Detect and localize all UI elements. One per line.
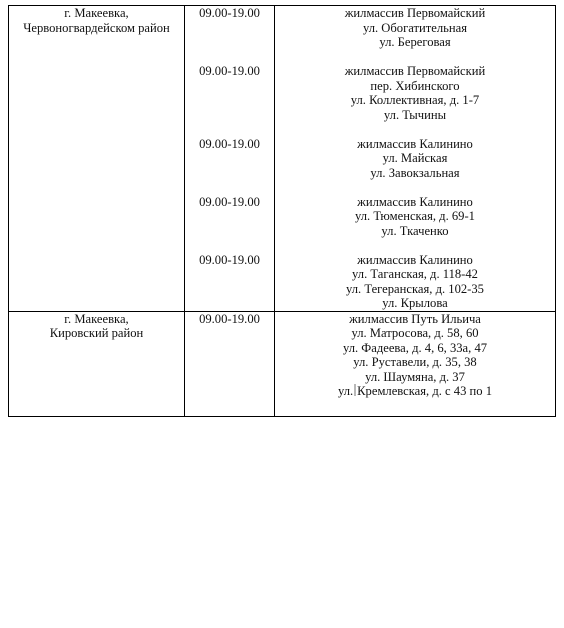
address-line: жилмассив Первомайский (344, 64, 486, 78)
address-line: ул. Таганская, д. 118-42 (352, 267, 478, 281)
area-district: Кировский район (49, 326, 144, 340)
time-group (187, 195, 272, 253)
address-line: ул. Береговая (379, 35, 451, 49)
time-cell (185, 6, 275, 312)
time-group (187, 64, 272, 137)
text-cursor-mark (354, 384, 356, 396)
address-line: жилмассив Калинино (357, 136, 473, 151)
address-line: ул. Шаумяна, д. 37 (365, 369, 465, 384)
time-group (187, 6, 272, 64)
address-line: жилмассив Калинино (357, 252, 473, 267)
address-line: жилмассив Калинино (357, 194, 473, 209)
table-row (9, 6, 556, 312)
area-cell (9, 6, 185, 312)
address-cell (275, 311, 556, 416)
address-rest: Кремлевская, д. с 43 по 1 (357, 384, 493, 398)
address-line: жилмассив Путь Ильича (349, 311, 481, 326)
time-value: 09.00-19.00 (199, 311, 260, 326)
area-district: Червоногвардейском район (23, 20, 170, 35)
time-value: 09.00-19.00 (199, 252, 260, 267)
address-line: ул. Фадеева, д. 4, 6, 33а, 47 (342, 340, 488, 355)
time-group (187, 253, 272, 268)
address-line: ул. Крылова (382, 296, 448, 310)
schedule-table (8, 5, 556, 417)
time-value: 09.00-19.00 (199, 136, 260, 151)
address-line: ул. Завокзальная (370, 165, 460, 180)
area-cell (9, 311, 185, 416)
address-group (277, 137, 553, 195)
address-line: ул. Обогатительная (362, 20, 468, 35)
time-value: 09.00-19.00 (199, 6, 260, 20)
address-line: ул. Матросова, д. 58, 60 (351, 326, 479, 340)
time-value: 09.00-19.00 (199, 64, 260, 78)
address-line: ул. Руставели, д. 35, 38 (353, 355, 477, 369)
area-city: г. Макеевка, (64, 311, 129, 326)
address-line-last (277, 384, 553, 399)
address-cell (275, 6, 556, 312)
address-line: ул. Майская (382, 151, 448, 165)
address-group (277, 195, 553, 253)
address-line: пер. Хибинского (370, 78, 460, 93)
address-line: ул. Ткаченко (381, 223, 449, 238)
address-line: ул. Тегеранская, д. 102-35 (346, 281, 484, 296)
area-city: г. Макеевка, (64, 6, 129, 20)
table-row (9, 311, 556, 416)
address-line: ул. Тычины (383, 107, 447, 122)
time-cell (185, 311, 275, 416)
address-line: ул. Коллективная, д. 1-7 (350, 93, 480, 107)
address-group (277, 64, 553, 137)
address-group (277, 253, 553, 311)
address-line: жилмассив Первомайский (344, 6, 486, 20)
address-line: ул. Тюменская, д. 69-1 (355, 209, 475, 223)
address-group (277, 6, 553, 64)
address-prefix: ул. (337, 384, 354, 398)
time-group (187, 137, 272, 195)
time-value: 09.00-19.00 (199, 194, 260, 209)
